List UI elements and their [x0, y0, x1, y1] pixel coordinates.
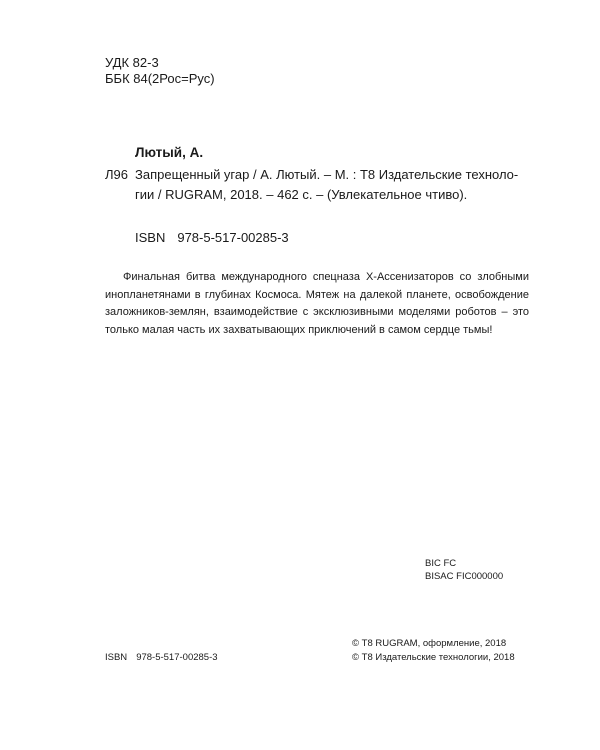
copyright-line-1: © Т8 RUGRAM, оформление, 2018 — [352, 638, 507, 649]
bic-code: BIC FC — [425, 558, 457, 569]
udk-code: УДК 82-3 — [105, 55, 159, 70]
bisac-code: BISAC FIC000000 — [425, 571, 504, 582]
isbn-number: 978-5-517-00285-3 — [177, 230, 289, 245]
footer-isbn-label: ISBN — [105, 652, 128, 663]
footer-isbn-number: 978-5-517-00285-3 — [136, 652, 218, 663]
bibliographic-description-line-2: гии / RUGRAM, 2018. – 462 с. – (Увлекательное чтиво). — [135, 187, 468, 202]
isbn-label: ISBN — [135, 230, 166, 245]
footer-isbn — [105, 651, 218, 664]
cutter-code: Л96 — [105, 167, 128, 182]
isbn-record — [135, 230, 289, 246]
copyright-line-2: © Т8 Издательские технологии, 2018 — [352, 652, 515, 663]
book-annotation: Финальная битва международного спецназа Х-Ассенизаторов со злобными инопланетянами в глубинах Космоса. Мятеж на далекой планете, освобождение заложников-землян, взаимодействие с эксклюзивными моделями роботов – это только малая часть их захватывающих приключений в самом сердце тьмы! — [105, 271, 529, 336]
bbk-code: ББК 84(2Рос=Рус) — [105, 71, 215, 86]
bibliographic-description-line-1: Запрещенный угар / А. Лютый. – М. : Т8 Издательские техноло- — [135, 167, 519, 182]
author-heading: Лютый, А. — [135, 145, 204, 160]
